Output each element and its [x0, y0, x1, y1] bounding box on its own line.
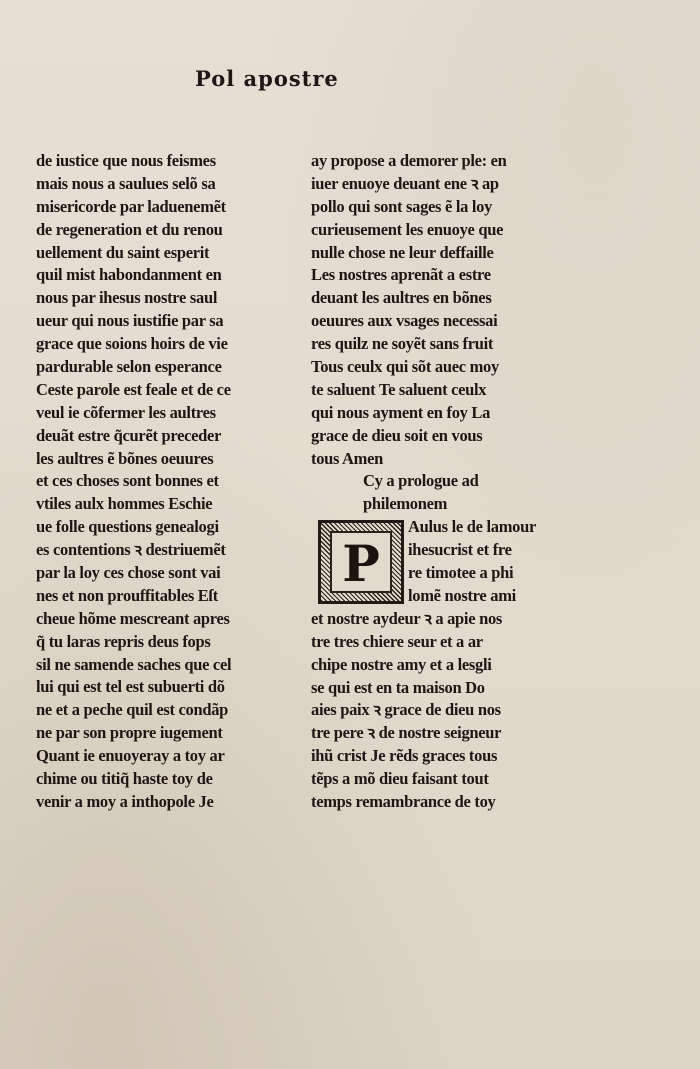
text-line: iuer enuoye deuant ene ꝛ ap — [311, 173, 499, 193]
text-line: ay propose a demorer ple: en — [311, 151, 507, 170]
text-line: misericorde par laduenemẽt — [36, 196, 226, 216]
text-line: mais nous a saulues selõ sa — [36, 173, 216, 193]
text-line: quil mist habondanment en — [36, 265, 222, 285]
text-line: chime ou titiq̃ haste toy de — [36, 769, 213, 789]
text-line: uellement du saint esperit — [36, 242, 210, 262]
initial-lines — [408, 516, 536, 608]
text-line: lui qui est tel est subuerti dõ — [36, 677, 225, 697]
initial-paragraph — [311, 516, 571, 608]
text-line: chipe nostre amy et a lesgli — [311, 654, 492, 674]
text-line: ue folle questions genealogi — [36, 517, 219, 537]
text-line: Tous ceulx qui sõt auec moy — [311, 357, 499, 377]
text-line: pollo qui sont sages ẽ la loy — [311, 196, 493, 216]
text-line: nous par ihesus nostre saul — [36, 288, 218, 308]
text-line: nes et non prouffitables Eſt — [36, 585, 218, 605]
text-line: par la loy ces chose sont vai — [36, 563, 221, 583]
text-line: nulle chose ne leur deffaille — [311, 242, 494, 262]
text-line: es contentions ꝛ destriuemẽt — [36, 540, 226, 560]
text-line: temps remambrance de toy — [311, 791, 496, 811]
text-line: Quant ie enuoyeray a toy ar — [36, 746, 225, 766]
text-line: les aultres ẽ bõnes oeuures — [36, 448, 214, 468]
rubric-heading: Cy a prologue ad — [363, 471, 479, 491]
text-line: tre pere ꝛ de nostre seigneur — [311, 723, 502, 743]
text-line: curieusement les enuoye que — [311, 219, 504, 239]
text-line: qui nous ayment en foy La — [311, 402, 491, 422]
text-line: res quilz ne soyẽt sans fruit — [311, 334, 494, 354]
text-line: aies paix ꝛ grace de dieu nos — [311, 700, 501, 720]
text-line: Ceste parole est feale et de ce — [36, 379, 231, 399]
text-line: tẽps a mõ dieu faisant tout — [311, 769, 489, 789]
text-line: Aulus le de lamour — [408, 517, 536, 537]
text-line: tre tres chiere seur et a ar — [311, 631, 483, 651]
text-line: re timotee a phi — [408, 563, 514, 583]
text-line: ne par son propre iugement — [36, 723, 223, 743]
text-line: deuant les aultres en bõnes — [311, 288, 492, 308]
text-line: grace de dieu soit en vous — [311, 425, 483, 445]
text-line: de regeneration et du renou — [36, 219, 223, 239]
text-line: veul ie cõfermer les aultres — [36, 402, 216, 422]
text-line: ueur qui nous iustifie par sa — [36, 311, 224, 331]
right-column — [311, 150, 571, 814]
initial-letter: P — [342, 534, 380, 594]
text-line: et ces choses sont bonnes et — [36, 471, 219, 491]
text-line: sil ne samende saches que cel — [36, 654, 232, 674]
text-line: pardurable selon esperance — [36, 357, 222, 377]
text-line: se qui est en ta maison Do — [311, 677, 485, 697]
text-line: grace que soions hoirs de vie — [36, 334, 228, 354]
text-line: vtiles aulx hommes Eschie — [36, 494, 213, 514]
running-head: Pol apostre — [195, 66, 339, 91]
text-line: q̃ tu laras repris deus fops — [36, 631, 211, 651]
text-line: ne et a peche quil est condãp — [36, 700, 229, 720]
left-column — [36, 150, 281, 814]
rubric-heading: philemonem — [363, 494, 448, 514]
text-line: deuãt estre q̃curẽt preceder — [36, 425, 222, 445]
text-line: lomẽ nostre ami — [408, 585, 516, 605]
text-line: de iustice que nous feismes — [36, 151, 216, 170]
decorated-initial — [318, 520, 404, 604]
text-line: Les nostres aprenãt a estre — [311, 265, 491, 285]
text-line: te saluent Te saluent ceulx — [311, 379, 487, 399]
text-line: oeuures aux vsages necessai — [311, 311, 498, 331]
text-line: cheue hõme mescreant apres — [36, 608, 230, 628]
text-line: et nostre aydeur ꝛ a apie nos — [311, 608, 503, 628]
text-line: venir a moy a inthopole Je — [36, 791, 214, 811]
text-line: tous Amen — [311, 448, 384, 468]
initial-frame — [330, 531, 392, 593]
text-line: ihesucrist et fre — [408, 540, 512, 560]
text-line: ihũ crist Je rẽds graces tous — [311, 746, 498, 766]
